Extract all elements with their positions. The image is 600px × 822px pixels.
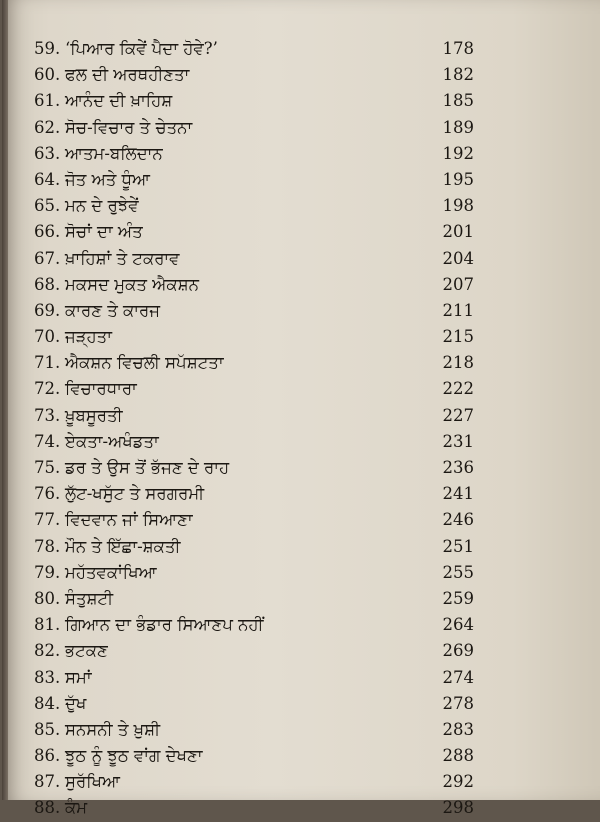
- toc-entry-number: 63.: [34, 143, 61, 163]
- toc-entry-title: ਜੜ੍ਹਤਾ: [65, 327, 112, 347]
- toc-entry: [34, 795, 474, 821]
- toc-entry-page-number: 278: [442, 693, 474, 713]
- toc-entry-number: 74.: [34, 431, 61, 451]
- toc-entry-number: 66.: [34, 222, 61, 242]
- toc-entry-number: 77.: [34, 510, 61, 530]
- toc-entry-page-number: 264: [442, 615, 474, 635]
- toc-entry-title: ਸੋਚ-ਵਿਚਾਰ ਤੇ ਚੇਤਨਾ: [65, 117, 193, 137]
- toc-entry-number: 69.: [34, 300, 61, 320]
- toc-entry-title: ਖ਼ੂਬਸੂਰਤੀ: [65, 405, 123, 425]
- toc-entry: [34, 481, 474, 507]
- toc-entry-title: ਜੋਤ ਅਤੇ ਧੂੰਆ: [65, 169, 150, 189]
- toc-entry-title: ਫਲ ਦੀ ਅਰਥਹੀਣਤਾ: [65, 65, 190, 85]
- toc-entry-number: 82.: [34, 641, 61, 661]
- toc-entry: [34, 115, 474, 141]
- toc-entry: [34, 665, 474, 691]
- toc-entry-number: 70.: [34, 327, 61, 347]
- toc-entry-title: ਸੰਤੁਸ਼ਟੀ: [65, 588, 114, 608]
- toc-entry: [34, 272, 474, 298]
- book-page: [2, 0, 600, 818]
- toc-entry: [34, 88, 474, 114]
- toc-entry-page-number: 182: [442, 65, 474, 85]
- toc-entry-page-number: 259: [442, 588, 474, 608]
- toc-entry-title: ਸੋਚਾਂ ਦਾ ਅੰਤ: [65, 222, 143, 242]
- toc-entry: [34, 298, 474, 324]
- toc-entry: [34, 612, 474, 638]
- toc-entry-title: ਸਨਸਨੀ ਤੇ ਖ਼ੁਸ਼ੀ: [65, 719, 161, 739]
- toc-entry-page-number: 178: [442, 39, 474, 58]
- toc-entry-number: 80.: [34, 588, 61, 608]
- toc-entry-page-number: 192: [442, 143, 474, 163]
- toc-entry: [34, 403, 474, 429]
- toc-entry: [34, 246, 474, 272]
- toc-entry-title: ਵਿਦਵਾਨ ਜਾਂ ਸਿਆਣਾ: [65, 510, 193, 530]
- toc-entry-number: 79.: [34, 562, 61, 582]
- toc-entry-title: ਮਕਸਦ ਮੁਕਤ ਐਕਸ਼ਨ: [65, 274, 199, 294]
- toc-entry-number: 85.: [34, 719, 61, 739]
- toc-entry-title: ਕਾਰਣ ਤੇ ਕਾਰਜ: [65, 300, 160, 320]
- toc-entry-title: ਵਿਚਾਰਧਾਰਾ: [65, 379, 137, 399]
- toc-entry-title: ਮਨ ਦੇ ਰੁਝੇਵੇਂ: [65, 196, 139, 216]
- toc-entry: [34, 717, 474, 743]
- toc-entry-number: 88.: [34, 798, 61, 818]
- toc-entry-number: 76.: [34, 484, 61, 504]
- toc-entry: [34, 507, 474, 533]
- toc-entry: [34, 36, 474, 62]
- toc-entry-page-number: 236: [442, 458, 474, 477]
- toc-entry-number: 71.: [34, 353, 61, 373]
- toc-entry: [34, 429, 474, 455]
- toc-entry-title: ਸੁਰੱਖਿਆ: [65, 772, 120, 792]
- toc-entry-number: 78.: [34, 536, 61, 556]
- toc-entry-title: ਭਟਕਣ: [65, 641, 108, 661]
- toc-entry: [34, 141, 474, 167]
- toc-entry-number: 62.: [34, 117, 61, 137]
- toc-entry: [34, 586, 474, 612]
- toc-entry-title: ਡਰ ਤੇ ਉਸ ਤੋਂ ਭੱਜਣ ਦੇ ਰਾਹ: [65, 458, 230, 477]
- toc-entry-page-number: 255: [442, 562, 474, 582]
- toc-entry-page-number: 231: [442, 431, 474, 451]
- toc-entry-title: ਆਨੰਦ ਦੀ ਖ਼ਾਹਿਸ਼: [65, 91, 173, 111]
- toc-entry-number: 72.: [34, 379, 61, 399]
- toc-entry-page-number: 283: [442, 719, 474, 739]
- toc-entry-page-number: 246: [442, 510, 474, 530]
- toc-entry: [34, 743, 474, 769]
- toc-entry-title: ਏਕਤਾ-ਅਖੰਡਤਾ: [65, 431, 159, 451]
- toc-entry-number: 84.: [34, 693, 61, 713]
- toc-entry-title: ਆਤਮ-ਬਲਿਦਾਨ: [65, 143, 163, 163]
- book-spine-shadow: [2, 0, 8, 800]
- toc-entry-number: 81.: [34, 615, 61, 635]
- toc-entry-number: 87.: [34, 772, 61, 792]
- toc-entry-page-number: 198: [442, 196, 474, 216]
- toc-entry: [34, 219, 474, 245]
- toc-entry-title: ਗਿਆਨ ਦਾ ਭੰਡਾਰ ਸਿਆਣਪ ਨਹੀਂ: [65, 615, 264, 635]
- toc-entry-title: ‘ਪਿਆਰ ਕਿਵੇਂ ਪੈਦਾ ਹੋਵੇ?’: [65, 39, 218, 58]
- toc-entry-number: 64.: [34, 169, 61, 189]
- toc-entry-number: 75.: [34, 458, 61, 477]
- toc-entry: [34, 376, 474, 402]
- toc-entry-title: ਸਮਾਂ: [65, 667, 92, 687]
- toc-entry-page-number: 211: [442, 300, 474, 320]
- toc-entry: [34, 769, 474, 795]
- toc-entry-title: ਝੂਠ ਨੂੰ ਝੂਠ ਵਾਂਗ ਦੇਖਣਾ: [65, 746, 203, 766]
- toc-entry-title: ਲੁੱਟ-ਖਸੁੱਟ ਤੇ ਸਰਗਰਮੀ: [65, 484, 205, 504]
- toc-entry: [34, 638, 474, 664]
- toc-entry-page-number: 241: [442, 484, 474, 504]
- toc-entry-page-number: 189: [442, 117, 474, 137]
- table-of-contents: [34, 36, 474, 822]
- toc-entry: [34, 62, 474, 88]
- toc-entry-title: ਦੁੱਖ: [65, 693, 87, 713]
- toc-entry: [34, 350, 474, 376]
- toc-entry-page-number: 298: [442, 798, 474, 818]
- toc-entry-title: ਖ਼ਾਹਿਸ਼ਾਂ ਤੇ ਟਕਰਾਵ: [65, 248, 180, 268]
- toc-entry-number: 60.: [34, 65, 61, 85]
- toc-entry-page-number: 274: [442, 667, 474, 687]
- toc-entry-page-number: 185: [442, 91, 474, 111]
- toc-entry-number: 86.: [34, 746, 61, 766]
- toc-entry-page-number: 288: [442, 746, 474, 766]
- toc-entry: [34, 560, 474, 586]
- toc-entry: [34, 167, 474, 193]
- toc-entry-number: 65.: [34, 196, 61, 216]
- toc-entry-page-number: 269: [442, 641, 474, 661]
- toc-entry: [34, 455, 474, 481]
- toc-entry-title: ਐਕਸ਼ਨ ਵਿਚਲੀ ਸਪੱਸ਼ਟਤਾ: [65, 353, 224, 373]
- toc-entry: [34, 193, 474, 219]
- toc-entry-number: 83.: [34, 667, 61, 687]
- toc-entry-number: 67.: [34, 248, 61, 268]
- toc-entry-page-number: 195: [442, 169, 474, 189]
- toc-entry-number: 59.: [34, 39, 61, 58]
- toc-entry-page-number: 201: [442, 222, 474, 242]
- toc-entry-page-number: 227: [442, 405, 474, 425]
- toc-entry-page-number: 207: [442, 274, 474, 294]
- toc-entry: [34, 534, 474, 560]
- toc-entry-page-number: 215: [442, 327, 474, 347]
- toc-entry-page-number: 218: [442, 353, 474, 373]
- toc-entry-page-number: 204: [442, 248, 474, 268]
- toc-entry-page-number: 292: [442, 772, 474, 792]
- toc-entry-number: 73.: [34, 405, 61, 425]
- toc-entry-number: 61.: [34, 91, 61, 111]
- toc-entry-title: ਮਹੱਤਵਕਾਂਖਿਆ: [65, 562, 157, 582]
- toc-entry-page-number: 222: [442, 379, 474, 399]
- toc-entry: [34, 691, 474, 717]
- toc-entry-title: ਕੰਮ: [65, 798, 88, 818]
- toc-entry-number: 68.: [34, 274, 61, 294]
- toc-entry: [34, 324, 474, 350]
- toc-entry-title: ਮੌਨ ਤੇ ਇੱਛਾ-ਸ਼ਕਤੀ: [65, 536, 181, 556]
- toc-entry-page-number: 251: [442, 536, 474, 556]
